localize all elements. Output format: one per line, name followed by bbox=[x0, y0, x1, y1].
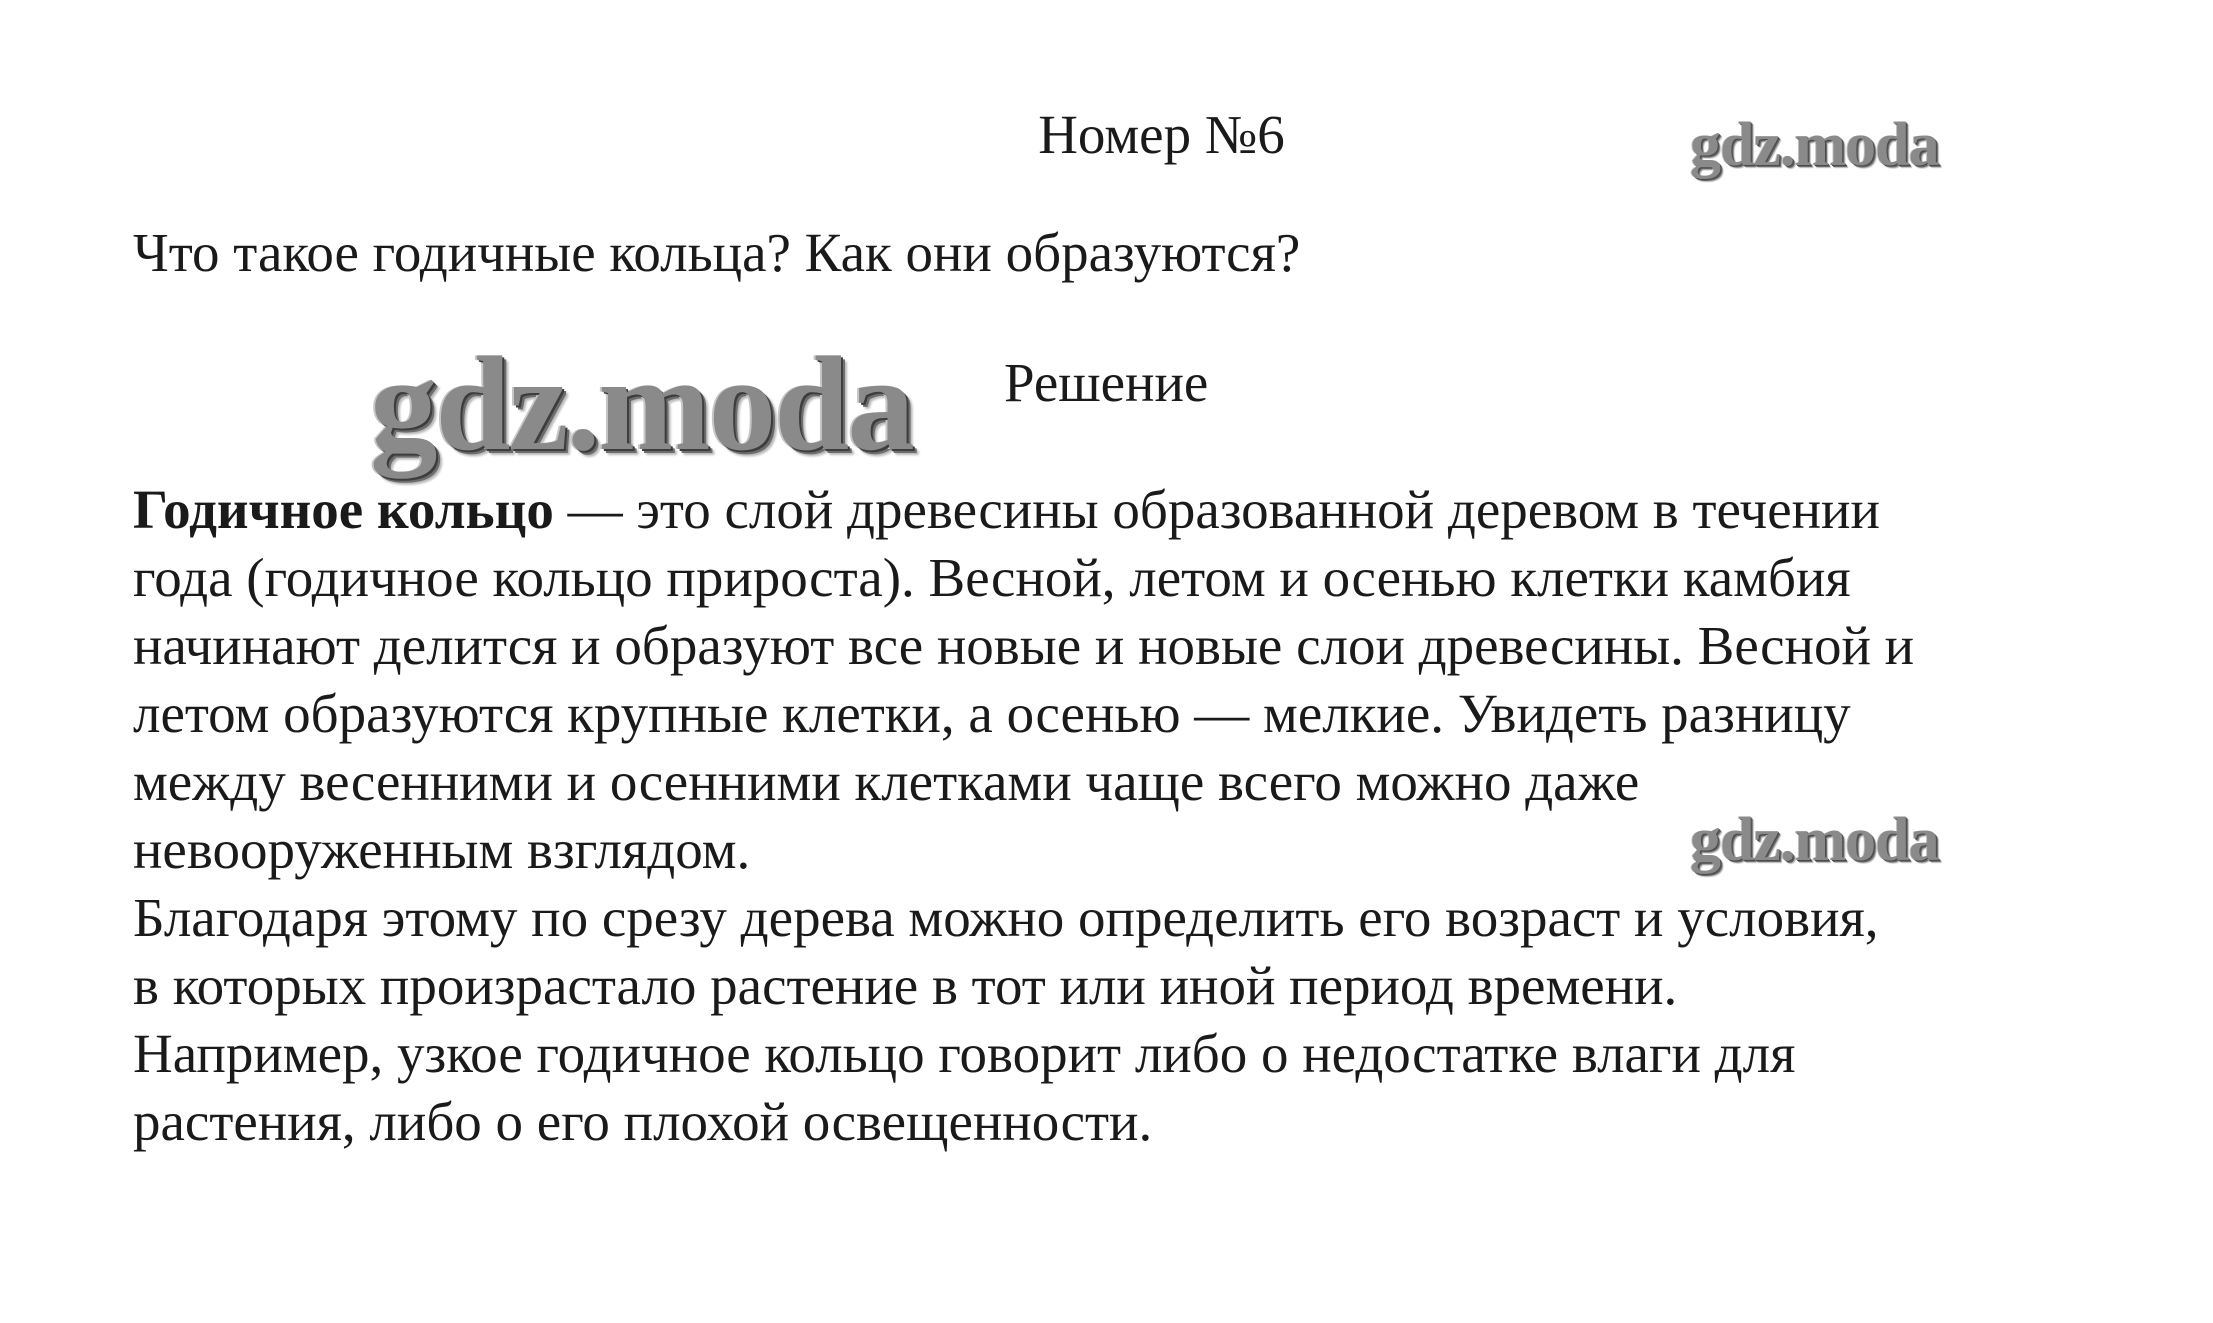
watermark-logo: gdz.moda bbox=[1690, 806, 1939, 874]
watermark-logo-large: gdz.moda bbox=[370, 330, 913, 479]
answer-line: Благодаря этому по срезу дерева можно определить его возраст и условия, bbox=[133, 887, 1879, 948]
solution-label: Решение bbox=[1004, 352, 1209, 413]
answer-line bbox=[133, 476, 2133, 544]
watermark-logo: gdz.moda bbox=[1690, 111, 1939, 179]
answer-line: растения, либо о его плохой освещенности. bbox=[133, 1091, 1153, 1152]
answer-line-text: — это слой древесины образованной деревом в течении bbox=[553, 479, 1880, 540]
answer-line: в которых произрастало растение в тот или иной период времени. bbox=[133, 955, 1678, 1016]
answer-line: года (годичное кольцо прироста). Весной, летом и осенью клетки камбия bbox=[133, 547, 1851, 608]
answer-line: начинают делится и образуют все новые и новые слои древесины. Весной и bbox=[133, 615, 1915, 676]
question-text: Что такое годичные кольца? Как они образуются? bbox=[133, 222, 1301, 283]
answer-term: Годичное кольцо bbox=[133, 479, 554, 540]
answer-line: невооруженным взглядом. bbox=[133, 819, 751, 880]
heading-text: Номер №6 bbox=[1038, 104, 1285, 165]
answer-line: между весенними и осенними клетками чаще всего можно даже bbox=[133, 751, 1640, 812]
answer-line: летом образуются крупные клетки, а осенью — мелкие. Увидеть разницу bbox=[133, 683, 1851, 744]
answer-line: Например, узкое годичное кольцо говорит либо о недостатке влаги для bbox=[133, 1023, 1796, 1084]
